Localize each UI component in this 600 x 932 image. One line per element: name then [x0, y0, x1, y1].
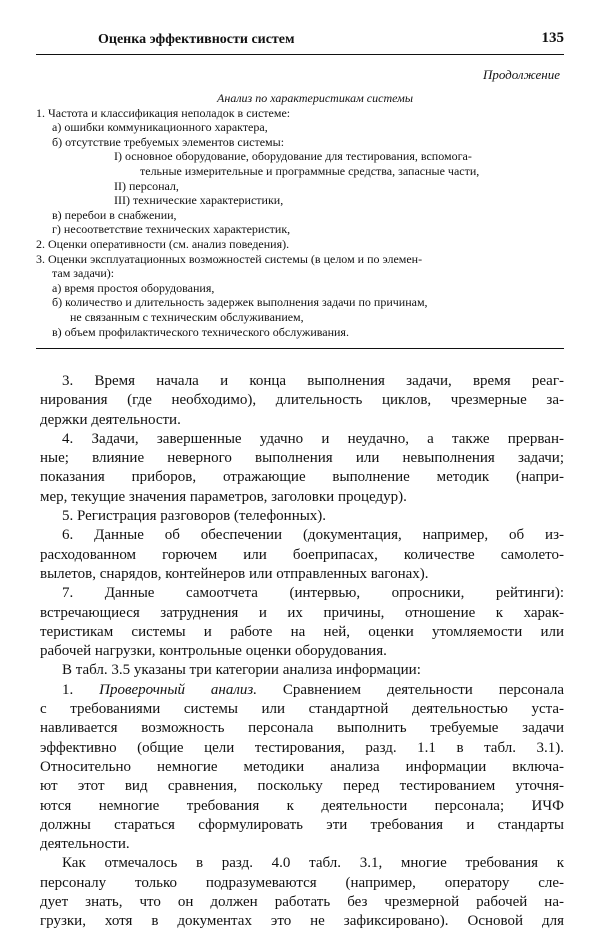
table-line: I) основное оборудование, оборудование для тестирования, вспомога-: [114, 149, 472, 164]
body-line: вылетов, снарядов, контейнеров или отправленных вагонах).: [40, 565, 429, 582]
continued-label: Продолжение: [482, 67, 560, 82]
table-line: а) ошибки коммуникационного характера,: [52, 120, 268, 135]
table-line: тельные измерительные и программные средства, запасные части,: [140, 163, 480, 178]
body-text: [40, 372, 564, 932]
table-title: Анализ по характеристикам системы: [217, 91, 413, 105]
italic-term: Проверочный анализ.: [99, 681, 258, 698]
body-line: 5. Регистрация разговоров (телефонных).: [62, 508, 327, 525]
body-line: эффективно (общие цели тестирования, разд. 1.1 в табл. 3.1).: [40, 739, 564, 756]
body-line-rest: Сравнением деятельности персонала: [257, 681, 565, 698]
table-line: II) персонал,: [114, 178, 179, 193]
body-line: [40, 681, 564, 700]
table-line: г) несоответствие технических характеристик,: [52, 222, 291, 237]
table-line: в) перебои в снабжении,: [52, 207, 177, 222]
body-line: 6. Данные об обеспечении (документация, например, об из-: [62, 527, 564, 544]
body-line: 4. Задачи, завершенные удачно и неудачно, а также прерван-: [62, 430, 564, 447]
page-header: [36, 32, 564, 54]
body-line: деятельности.: [40, 836, 130, 853]
body-line: В табл. 3.5 указаны три категории анализа информации:: [62, 662, 421, 679]
body-line: Как отмечалось в разд. 4.0 табл. 3.1, многие требования к: [62, 855, 564, 872]
body-line: с требованиями системы или стандартной деятельностью уста-: [40, 701, 564, 718]
body-line: 7. Данные самоотчета (интервью, опросники, рейтинги):: [62, 585, 564, 602]
body-line: дует знать, что он должен работать без чрезмерной рабочей на-: [40, 894, 564, 911]
table-line: III) технические характеристики,: [114, 193, 284, 208]
body-line: встречающиеся затруднения и их причины, отношение к харак-: [40, 604, 564, 621]
body-line: ются немногие требования к деятельности персонала; ИЧФ: [40, 797, 564, 814]
page-number: 135: [541, 30, 564, 46]
header-rule: [36, 54, 564, 55]
body-line: нирования (где необходимо), длительность циклов, чрезмерные за-: [40, 392, 564, 409]
body-line: Относительно немногие методики анализа информации включа-: [40, 758, 564, 775]
table-line: а) время простоя оборудования,: [52, 280, 215, 295]
table-lines: [36, 106, 564, 340]
body-line: ют этот вид сравнения, поскольку перед тестированием уточня-: [40, 778, 564, 795]
table-line: не связанным с техническим обслуживанием,: [70, 309, 304, 324]
table-line: 3. Оценки эксплуатационных возможностей системы (в целом и по элемен-: [36, 251, 423, 266]
table-line: б) отсутствие требуемых элементов системы:: [52, 134, 285, 149]
body-line: мер, текущие значения параметров, заголовки процедур).: [40, 488, 407, 505]
body-line: грузки, хотя в документах это не зафиксировано). Основой для: [40, 913, 564, 930]
table-line: в) объем профилактического технического обслуживания.: [52, 324, 349, 339]
body-line: ные; влияние неверного выполнения или невыполнения задачи;: [40, 450, 564, 467]
body-line: расходованном горючем или боеприпасах, количестве самолето-: [40, 546, 564, 563]
table-line: б) количество и длительность задержек выполнения задачи по причинам,: [52, 295, 428, 310]
table-line: 1. Частота и классификация неполадок в системе:: [36, 105, 291, 120]
table-line: там задачи):: [52, 266, 115, 281]
table-continuation: [36, 91, 564, 339]
body-line: теристикам системы и работе на ней, оценки утомляемости или: [40, 623, 564, 640]
body-line: навливается возможность персонала выполнить требуемые задачи: [40, 720, 564, 737]
table-line: 2. Оценки оперативности (см. анализ поведения).: [36, 236, 290, 251]
body-line: персоналу только подразумеваются (например, оператору сле-: [40, 874, 564, 891]
body-line: держки деятельности.: [40, 411, 181, 428]
body-line: 3. Время начала и конца выполнения задачи, время реаг-: [62, 373, 564, 389]
running-head: Оценка эффективности систем: [98, 32, 295, 47]
body-line-lead: 1.: [62, 681, 100, 698]
body-line: должны стараться сформулировать эти требования и стандарты: [40, 816, 564, 833]
body-line: рабочей нагрузки, контрольные оценки оборудования.: [40, 643, 387, 660]
table-bottom-rule: [36, 348, 564, 349]
body-line: показания приборов, отражающие выполнение методик (напри-: [40, 469, 564, 486]
